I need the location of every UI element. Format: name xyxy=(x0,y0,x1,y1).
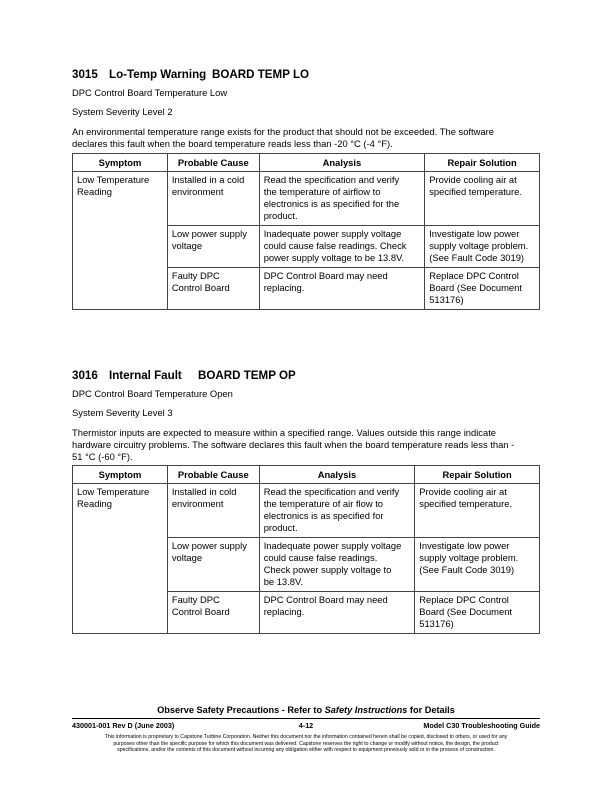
cell-line: Inadequate power supply voltage xyxy=(263,540,402,551)
fault-paragraph-line: Thermistor inputs are expected to measure within a specified range. Values outside this range indicate xyxy=(72,427,497,438)
severity-level: System Severity Level 3 xyxy=(72,407,173,418)
fault-3015-section xyxy=(72,68,540,150)
cell-line: Provide cooling air at xyxy=(429,174,517,185)
cell-line: Inadequate power supply voltage xyxy=(263,228,402,239)
fault-paragraph-line: declares this fault when the board temperature reads less than -20 °C (-4 °F). xyxy=(72,138,393,149)
cell-line: product. xyxy=(263,522,298,533)
probable-cause-cell xyxy=(167,226,259,268)
cell-line: Reading xyxy=(77,498,112,509)
cell-line: Control Board xyxy=(171,606,230,617)
fault-code: 3015 xyxy=(72,68,98,81)
cell-line: Board (See Document xyxy=(429,282,522,293)
footer-divider xyxy=(72,718,540,719)
analysis-cell xyxy=(259,268,425,310)
cell-line: supply voltage problem. xyxy=(429,240,529,251)
cell-line: Control Board xyxy=(171,282,230,293)
fault-3016-table xyxy=(72,465,540,634)
cell-line: the temperature of air flow to xyxy=(263,498,384,509)
analysis-cell xyxy=(259,172,425,226)
probable-cause-header: Probable Cause xyxy=(167,466,259,484)
fault-3016-heading xyxy=(72,369,540,383)
repair-solution-cell xyxy=(415,538,540,592)
safety-notice xyxy=(72,705,540,715)
cell-line: 513176) xyxy=(419,618,454,629)
notice-line: This information is proprietary to Capstone Turbine Corporation. Neither this document nor the information contained herein shall be copied, disclosed to others, or used for any xyxy=(104,734,508,740)
cell-line: specified temperature. xyxy=(429,186,522,197)
cell-line: Check power supply voltage to xyxy=(263,564,392,575)
analysis-cell xyxy=(259,484,415,538)
symptom-header: Symptom xyxy=(73,154,168,172)
cell-line: (See Fault Code 3019) xyxy=(429,252,525,263)
safety-notice-text: Observe Safety Precautions - Refer to xyxy=(157,705,325,715)
fault-3015-heading xyxy=(72,68,540,82)
cell-line: supply voltage problem. xyxy=(419,552,519,563)
probable-cause-cell xyxy=(167,592,259,634)
cell-line: Read the specification and verify xyxy=(263,486,400,497)
symptom-header: Symptom xyxy=(73,466,168,484)
fault-description: DPC Control Board Temperature Open xyxy=(72,388,233,399)
repair-solution-cell xyxy=(425,172,540,226)
table-row xyxy=(73,484,540,538)
table-header-row xyxy=(73,466,540,484)
cell-line: Reading xyxy=(77,186,112,197)
fault-paragraph-line: An environmental temperature range exists for the product that should not be exceeded. The software xyxy=(72,126,494,137)
symptom-cell xyxy=(73,484,168,634)
fault-code: 3016 xyxy=(72,369,98,382)
fault-label: BOARD TEMP LO xyxy=(212,68,310,81)
table-row xyxy=(73,172,540,226)
cell-line: the temperature of airflow to xyxy=(263,186,381,197)
analysis-header: Analysis xyxy=(259,154,425,172)
repair-solution-header: Repair Solution xyxy=(425,154,540,172)
cell-line: could cause false readings. Check xyxy=(263,240,407,251)
cell-line: Faulty DPC xyxy=(171,594,220,605)
cell-line: Provide cooling air at xyxy=(419,486,507,497)
repair-solution-cell xyxy=(425,268,540,310)
fault-paragraph-line: 51 °C (-60 °F). xyxy=(72,451,133,462)
cell-line: Read the specification and verify xyxy=(263,174,400,185)
probable-cause-cell xyxy=(167,172,259,226)
safety-instructions-reference: Safety Instructions xyxy=(324,705,408,715)
fault-label: BOARD TEMP OP xyxy=(198,369,296,382)
cell-line: voltage xyxy=(171,240,203,251)
probable-cause-cell xyxy=(167,484,259,538)
fault-name: Lo-Temp Warning xyxy=(109,68,207,81)
symptom-cell xyxy=(73,172,168,310)
cell-line: voltage xyxy=(171,552,203,563)
analysis-cell xyxy=(259,592,415,634)
cell-line: Replace DPC Control xyxy=(429,270,519,281)
cell-line: replacing. xyxy=(263,606,305,617)
repair-solution-cell xyxy=(425,226,540,268)
cell-line: Replace DPC Control xyxy=(419,594,509,605)
cell-line: Installed in cold xyxy=(171,486,237,497)
document-title: Model C30 Troubleshooting Guide xyxy=(423,721,540,730)
cell-line: 513176) xyxy=(429,294,464,305)
safety-notice-text: for Details xyxy=(407,705,455,715)
document-number: 430001-001 Rev D (June 2003) xyxy=(72,721,175,730)
cell-line: product. xyxy=(263,210,298,221)
cell-line: DPC Control Board may need xyxy=(263,594,388,605)
table-header-row xyxy=(73,154,540,172)
severity-level: System Severity Level 2 xyxy=(72,106,173,117)
repair-solution-cell xyxy=(415,484,540,538)
probable-cause-cell xyxy=(167,268,259,310)
footer-info-row xyxy=(72,721,540,731)
analysis-cell xyxy=(259,226,425,268)
probable-cause-cell xyxy=(167,538,259,592)
probable-cause-header: Probable Cause xyxy=(167,154,259,172)
cell-line: power supply voltage to be 13.8V. xyxy=(263,252,405,263)
analysis-cell xyxy=(259,538,415,592)
cell-line: be 13.8V. xyxy=(263,576,303,587)
fault-3015-table xyxy=(72,153,540,310)
cell-line: environment xyxy=(171,186,224,197)
notice-line: specifications, and/or the contents of this document without incurring any obligation either with respect to equipment previously sold or in the process of construction. xyxy=(117,747,495,753)
cell-line: electronics is as specified for xyxy=(263,510,384,521)
page-number: 4-12 xyxy=(298,721,314,730)
cell-line: Installed in a cold xyxy=(171,174,245,185)
fault-description: DPC Control Board Temperature Low xyxy=(72,87,228,98)
notice-line: purposes other than the specific purpose for which this document was delivered. Capstone reserves the right to change or modify without notice, the design, the product xyxy=(113,740,499,747)
cell-line: Low Temperature xyxy=(77,174,150,185)
fault-paragraph-line: hardware circuitry problems. The software declares this fault when the board temperature reads less than - xyxy=(72,439,515,450)
repair-solution-cell xyxy=(415,592,540,634)
cell-line: Investigate low power xyxy=(419,540,510,551)
proprietary-notice xyxy=(72,734,540,754)
cell-line: could cause false readings. xyxy=(263,552,378,563)
fault-name: Internal Fault xyxy=(109,369,182,382)
cell-line: electronics is as specified for the xyxy=(263,198,400,209)
cell-line: Low Temperature xyxy=(77,486,150,497)
cell-line: (See Fault Code 3019) xyxy=(419,564,515,575)
cell-line: Low power supply xyxy=(171,540,247,551)
cell-line: environment xyxy=(171,498,224,509)
analysis-header: Analysis xyxy=(259,466,415,484)
cell-line: Faulty DPC xyxy=(171,270,220,281)
cell-line: Board (See Document xyxy=(419,606,513,617)
cell-line: specified temperature. xyxy=(419,498,513,509)
cell-line: replacing. xyxy=(263,282,305,293)
repair-solution-header: Repair Solution xyxy=(415,466,540,484)
fault-3016-section xyxy=(72,369,540,463)
cell-line: Investigate low power xyxy=(429,228,520,239)
cell-line: Low power supply xyxy=(171,228,247,239)
cell-line: DPC Control Board may need xyxy=(263,270,388,281)
